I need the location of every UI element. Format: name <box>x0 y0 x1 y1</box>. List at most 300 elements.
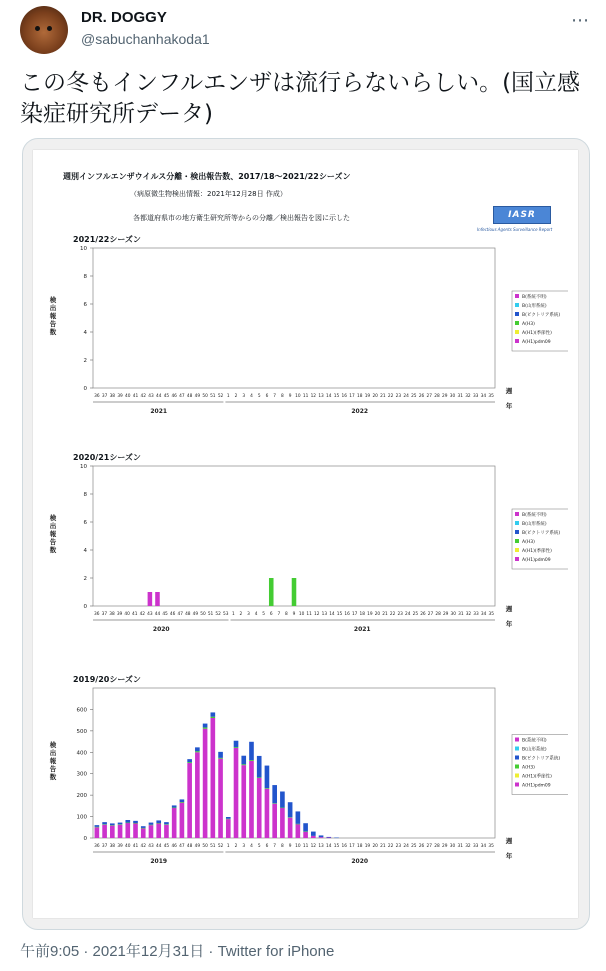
y-tick-label: 300 <box>76 771 87 778</box>
x-tick-label: 24 <box>403 844 409 849</box>
x-tick-label: 5 <box>257 844 261 849</box>
x-tick-label: 39 <box>116 612 123 617</box>
x-tick-label: 9 <box>288 394 292 399</box>
x-tick-label: 16 <box>341 844 347 849</box>
bar <box>133 821 138 823</box>
legend-swatch <box>515 512 519 516</box>
x-tick-label: 36 <box>94 612 100 617</box>
bar <box>118 823 123 825</box>
year-label: 2019 <box>150 858 168 865</box>
x-tick-label: 43 <box>147 612 153 617</box>
legend-swatch <box>515 330 519 334</box>
x-tick-label: 16 <box>341 394 347 399</box>
x-tick-label: 52 <box>215 612 221 617</box>
bar <box>180 799 185 802</box>
y-tick-label: 2 <box>83 358 87 364</box>
bar <box>334 838 339 839</box>
x-tick-label: 18 <box>356 394 363 399</box>
bar <box>265 766 270 789</box>
y-axis-label-char: 数 <box>49 328 57 336</box>
bar <box>164 824 169 825</box>
y-axis-label-char: 出 <box>49 749 57 757</box>
x-tick-label: 21 <box>380 844 386 849</box>
x-tick-label: 36 <box>94 844 100 849</box>
x-tick-label: 10 <box>295 394 301 399</box>
bar <box>218 758 223 759</box>
x-tick-label: 13 <box>318 394 324 399</box>
bar <box>156 823 161 824</box>
bar <box>311 832 316 836</box>
x-tick-label: 11 <box>302 844 309 849</box>
x-tick-label: 45 <box>162 612 168 617</box>
legend-label: A(H1)(季節性) <box>522 549 552 554</box>
legend-swatch <box>515 312 519 316</box>
x-tick-label: 52 <box>217 394 224 399</box>
x-tick-label: 12 <box>310 844 317 849</box>
x-tick-label: 8 <box>281 394 284 399</box>
x-tick-label: 6 <box>265 844 269 849</box>
report-title: 週別インフルエンザウイルス分離・検出報告数、2017/18～2021/22シーズン <box>63 172 351 181</box>
bar <box>125 823 130 838</box>
x-tick-label: 25 <box>411 394 417 399</box>
x-tick-label: 1 <box>226 394 230 399</box>
legend-label: A(H1)pdm09 <box>522 558 551 563</box>
bar <box>203 724 208 728</box>
bar <box>288 802 293 817</box>
surveillance-report-document <box>33 150 578 918</box>
legend-swatch <box>515 339 519 343</box>
legend-label: B(ビクトリア系統) <box>522 756 561 762</box>
legend-swatch <box>515 747 519 751</box>
bar <box>195 752 200 838</box>
y-tick-label: 6 <box>83 520 87 526</box>
x-tick-label: 14 <box>326 844 332 849</box>
bar <box>249 761 254 838</box>
bar <box>187 759 192 762</box>
bar <box>257 777 262 778</box>
chart-title: 2021/22シーズン <box>73 235 141 244</box>
bar <box>303 823 308 831</box>
x-axis-label: 週 <box>505 837 513 845</box>
x-tick-label: 33 <box>473 612 479 617</box>
x-tick-label: 9 <box>292 612 296 617</box>
bar <box>133 823 138 824</box>
y-tick-label: 10 <box>80 246 87 252</box>
bar <box>257 778 262 838</box>
x-tick-label: 3 <box>247 612 250 617</box>
x-tick-label: 38 <box>109 394 116 399</box>
legend-swatch <box>515 557 519 561</box>
x-tick-label: 11 <box>306 612 312 617</box>
x-tick-label: 22 <box>389 612 396 617</box>
x-tick-label: 4 <box>250 394 253 399</box>
x-tick-label: 33 <box>472 394 479 399</box>
legend-label: A(H3) <box>522 765 535 771</box>
bar <box>95 825 100 827</box>
x-tick-label: 21 <box>380 394 386 399</box>
x-tick-label: 32 <box>465 394 471 399</box>
legend-label: A(H3) <box>522 540 535 545</box>
y-tick-label: 8 <box>83 274 87 280</box>
x-tick-label: 41 <box>132 394 139 399</box>
tweet-timestamp[interactable]: 午前9:05 · 2021年12月31日 · Twitter for iPhone <box>20 943 335 960</box>
x-tick-label: 6 <box>269 612 273 617</box>
x-tick-label: 15 <box>333 394 340 399</box>
x-tick-label: 26 <box>418 394 425 399</box>
bar <box>296 824 301 838</box>
x-axis-label-year: 年 <box>505 620 513 628</box>
x-tick-label: 34 <box>480 844 487 849</box>
bar <box>195 747 200 751</box>
x-tick-label: 26 <box>418 844 425 849</box>
bar <box>172 808 177 838</box>
chart-2019-20 <box>43 680 568 880</box>
x-tick-label: 30 <box>450 612 457 617</box>
x-tick-label: 48 <box>185 612 191 617</box>
x-tick-label: 47 <box>179 394 185 399</box>
x-tick-label: 20 <box>372 394 378 399</box>
legend-label: B(ビクトリア系統) <box>522 313 561 318</box>
x-tick-label: 2 <box>234 844 238 849</box>
x-tick-label: 24 <box>405 612 411 617</box>
tweet-header <box>20 6 590 56</box>
bar <box>102 822 107 824</box>
x-tick-label: 4 <box>250 844 253 849</box>
tweet-media-image[interactable] <box>22 138 590 930</box>
avatar-eye <box>35 26 40 31</box>
x-tick-label: 51 <box>207 612 214 617</box>
bar <box>211 717 216 718</box>
bar <box>149 825 154 838</box>
x-tick-label: 27 <box>427 612 434 617</box>
bar <box>272 804 277 838</box>
x-tick-label: 44 <box>154 612 161 617</box>
legend-label: A(H1)(季節性) <box>522 331 552 336</box>
x-tick-label: 49 <box>192 612 199 617</box>
x-axis-label: 週 <box>505 387 513 395</box>
x-tick-label: 23 <box>397 612 403 617</box>
more-options-icon[interactable]: ⋯ <box>571 10 590 31</box>
bar <box>180 803 185 838</box>
bar <box>303 831 308 832</box>
x-tick-label: 41 <box>132 844 139 849</box>
bar <box>110 823 115 825</box>
x-tick-label: 29 <box>442 394 448 399</box>
x-tick-label: 22 <box>387 394 394 399</box>
avatar[interactable] <box>20 6 68 54</box>
x-tick-label: 51 <box>210 394 216 399</box>
x-tick-label: 24 <box>403 394 409 399</box>
x-tick-label: 40 <box>125 394 131 399</box>
y-tick-label: 6 <box>83 302 87 308</box>
x-tick-label: 3 <box>242 394 246 399</box>
bar <box>172 808 177 809</box>
bar <box>180 802 185 803</box>
x-axis-label: 週 <box>505 605 513 613</box>
x-tick-label: 31 <box>458 612 464 617</box>
legend-swatch <box>515 539 519 543</box>
y-axis-label-char: 報 <box>49 530 57 538</box>
avatar-eye <box>47 26 52 31</box>
x-tick-label: 36 <box>94 394 100 399</box>
x-tick-label: 47 <box>179 844 185 849</box>
x-tick-label: 19 <box>364 394 371 399</box>
x-tick-label: 18 <box>356 844 363 849</box>
bar <box>292 578 297 606</box>
bar <box>102 824 107 825</box>
bar <box>280 792 285 808</box>
x-tick-label: 30 <box>449 394 456 399</box>
x-tick-label: 26 <box>420 612 426 617</box>
x-tick-label: 20 <box>374 612 381 617</box>
y-axis-label-char: 出 <box>49 304 57 312</box>
bar <box>326 837 331 838</box>
y-tick-label: 600 <box>76 707 87 714</box>
y-axis-label-char: 検 <box>49 741 57 749</box>
x-tick-label: 7 <box>273 844 277 849</box>
bar <box>141 828 146 829</box>
x-tick-label: 41 <box>131 612 138 617</box>
y-tick-label: 8 <box>83 492 87 498</box>
x-tick-label: 42 <box>140 394 146 399</box>
bar <box>118 824 123 825</box>
x-tick-label: 48 <box>186 394 193 399</box>
x-tick-label: 38 <box>109 612 115 617</box>
x-tick-label: 50 <box>202 844 208 849</box>
x-tick-label: 12 <box>310 394 317 399</box>
x-tick-label: 23 <box>395 394 402 399</box>
x-tick-label: 43 <box>148 394 154 399</box>
bar <box>241 756 246 765</box>
x-tick-label: 44 <box>155 394 162 399</box>
bar <box>110 825 115 826</box>
x-tick-label: 5 <box>262 612 266 617</box>
x-tick-label: 37 <box>101 612 108 617</box>
bar <box>226 819 231 838</box>
x-tick-label: 22 <box>387 844 394 849</box>
bar <box>288 818 293 838</box>
x-tick-label: 4 <box>254 612 258 617</box>
x-tick-label: 37 <box>101 394 108 399</box>
chart-2020-21 <box>43 458 568 653</box>
x-tick-label: 17 <box>349 844 355 849</box>
y-axis-label-char: 数 <box>49 773 57 781</box>
tweet-text: この冬もインフルエンザは流行らないらしい。(国立感染症研究所データ) <box>20 70 581 127</box>
bar <box>311 836 316 838</box>
legend-swatch <box>515 765 519 769</box>
legend-swatch <box>515 303 519 307</box>
x-tick-label: 48 <box>186 844 193 849</box>
y-axis-label-char: 数 <box>49 546 57 554</box>
x-tick-label: 10 <box>298 612 305 617</box>
x-tick-label: 49 <box>194 394 201 399</box>
legend-swatch <box>515 774 519 778</box>
y-axis-label-char: 告 <box>49 538 57 546</box>
x-tick-label: 13 <box>321 612 328 617</box>
bar <box>148 592 153 606</box>
bar <box>234 748 239 838</box>
x-tick-label: 19 <box>364 844 371 849</box>
year-label: 2020 <box>152 626 170 633</box>
bar <box>272 803 277 804</box>
legend-swatch <box>515 548 519 552</box>
x-tick-label: 8 <box>285 612 288 617</box>
report-subtitle: （病原微生物検出情報：2021年12月28日 作成） <box>130 190 287 198</box>
bar <box>203 729 208 838</box>
x-tick-label: 5 <box>257 394 261 399</box>
bar <box>187 763 192 838</box>
bar <box>156 820 161 823</box>
x-tick-label: 51 <box>210 844 216 849</box>
bar <box>234 747 239 748</box>
x-tick-label: 11 <box>302 394 309 399</box>
x-tick-label: 14 <box>326 394 332 399</box>
y-tick-label: 400 <box>76 750 87 757</box>
x-tick-label: 37 <box>101 844 108 849</box>
bar <box>249 760 254 761</box>
legend-swatch <box>515 321 519 325</box>
bar <box>125 823 130 824</box>
bar <box>296 811 301 823</box>
bar <box>234 741 239 747</box>
x-tick-label: 27 <box>426 394 433 399</box>
x-tick-label: 7 <box>273 394 277 399</box>
y-tick-label: 4 <box>83 330 87 336</box>
x-tick-label: 7 <box>277 612 281 617</box>
year-label: 2021 <box>353 626 371 633</box>
x-tick-label: 42 <box>140 844 146 849</box>
x-tick-label: 17 <box>349 394 355 399</box>
bar <box>156 823 161 838</box>
x-tick-label: 23 <box>395 844 402 849</box>
legend-label: B(ビクトリア系統) <box>522 531 561 536</box>
bar <box>319 837 324 838</box>
bar <box>102 825 107 838</box>
x-tick-label: 53 <box>223 612 229 617</box>
bar <box>326 838 331 839</box>
bar <box>288 817 293 818</box>
x-tick-label: 50 <box>200 612 206 617</box>
report-note: 各都道府県市の地方衛生研究所等からの分離／検出報告を図に示した <box>133 214 350 222</box>
iasr-logo: IASR <box>493 206 551 224</box>
x-tick-label: 27 <box>426 844 433 849</box>
x-tick-label: 9 <box>288 844 292 849</box>
legend-swatch <box>515 738 519 742</box>
x-tick-label: 16 <box>344 612 350 617</box>
plot-area <box>93 688 495 838</box>
year-label: 2021 <box>150 408 168 415</box>
x-tick-label: 28 <box>435 612 441 617</box>
bar <box>241 764 246 765</box>
bar <box>133 823 138 838</box>
x-tick-label: 29 <box>442 612 449 617</box>
bar <box>303 832 308 838</box>
x-tick-label: 45 <box>163 844 170 849</box>
x-tick-label: 46 <box>169 612 176 617</box>
bar <box>125 820 130 823</box>
bar <box>257 756 262 777</box>
x-tick-label: 31 <box>457 394 463 399</box>
bar <box>187 762 192 763</box>
x-tick-label: 12 <box>314 612 320 617</box>
x-tick-label: 50 <box>202 394 208 399</box>
x-tick-label: 32 <box>465 612 472 617</box>
x-tick-label: 28 <box>434 394 440 399</box>
bar <box>272 785 277 803</box>
bar <box>211 718 216 838</box>
x-tick-label: 34 <box>480 394 487 399</box>
bar <box>110 826 115 838</box>
x-tick-label: 47 <box>177 612 183 617</box>
year-label: 2022 <box>351 408 369 415</box>
bar <box>280 808 285 838</box>
bar <box>218 752 223 758</box>
legend-swatch <box>515 294 519 298</box>
y-tick-label: 500 <box>76 728 87 735</box>
x-tick-label: 46 <box>171 844 177 849</box>
y-axis-label-char: 報 <box>49 757 57 765</box>
bar <box>164 822 169 824</box>
x-tick-label: 33 <box>472 844 479 849</box>
y-axis-label-char: 検 <box>49 296 57 304</box>
legend-label: B(山形系統) <box>522 747 547 753</box>
x-tick-label: 38 <box>109 844 116 849</box>
x-tick-label: 46 <box>171 394 177 399</box>
display-name[interactable]: DR. DOGGY <box>81 9 167 26</box>
y-axis-label-char: 告 <box>49 765 57 773</box>
x-tick-label: 2 <box>234 394 238 399</box>
x-tick-label: 30 <box>449 844 456 849</box>
x-tick-label: 28 <box>434 844 440 849</box>
legend-label: A(H3) <box>522 322 535 327</box>
user-handle[interactable]: @sabuchanhakoda1 <box>81 31 210 47</box>
x-tick-label: 20 <box>372 844 378 849</box>
legend-label: A(H1)pdm09 <box>522 340 551 345</box>
x-tick-label: 15 <box>336 612 343 617</box>
y-axis-label-char: 告 <box>49 320 57 328</box>
x-tick-label: 34 <box>480 612 487 617</box>
legend-label: A(H1)(季節性) <box>522 774 552 780</box>
x-tick-label: 21 <box>382 612 388 617</box>
year-label: 2020 <box>351 858 369 865</box>
x-tick-label: 2 <box>239 612 243 617</box>
bar <box>203 727 208 728</box>
bar <box>95 827 100 828</box>
bar <box>172 805 177 807</box>
x-tick-label: 49 <box>194 844 201 849</box>
chart-title: 2019/20シーズン <box>73 675 141 684</box>
bar <box>241 765 246 838</box>
x-tick-label: 19 <box>367 612 373 617</box>
y-axis-label-char: 出 <box>49 522 57 530</box>
legend-label: A(H1)pdm09 <box>522 783 551 789</box>
y-tick-label: 2 <box>83 576 87 582</box>
legend-swatch <box>515 530 519 534</box>
bar <box>141 826 146 828</box>
bar <box>280 808 285 809</box>
y-tick-label: 200 <box>76 793 87 800</box>
x-tick-label: 14 <box>329 612 335 617</box>
x-tick-label: 31 <box>457 844 463 849</box>
y-tick-label: 100 <box>76 814 87 821</box>
bar <box>118 825 123 838</box>
x-tick-label: 29 <box>442 844 448 849</box>
x-tick-label: 6 <box>265 394 269 399</box>
bar <box>265 789 270 838</box>
legend-label: B(系統不明) <box>522 513 547 518</box>
x-tick-label: 10 <box>295 844 301 849</box>
bar <box>211 712 216 716</box>
